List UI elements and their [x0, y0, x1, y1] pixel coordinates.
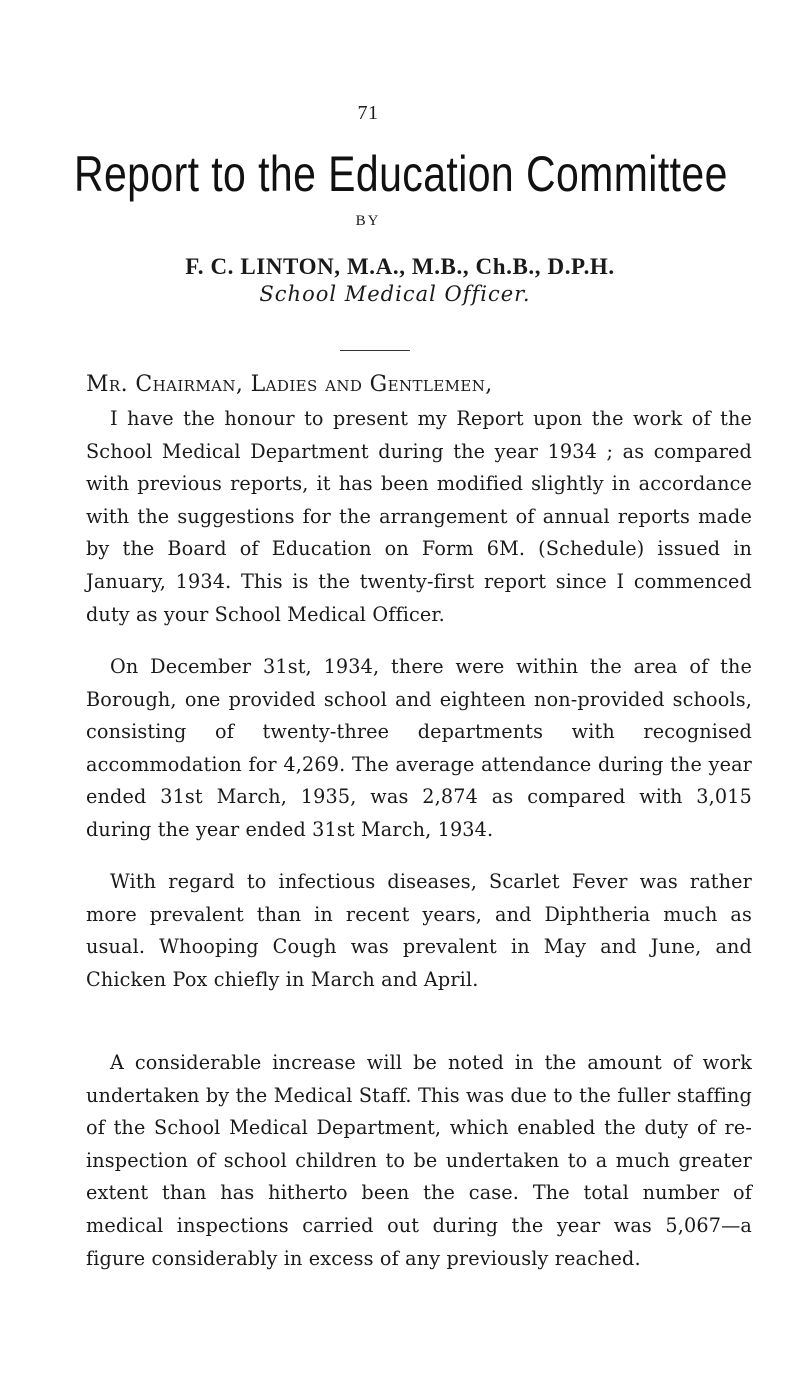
paragraph-medical-inspections: A considerable increase will be noted in the amount of work undertaken by the Medical Staff. This was due to the fuller staffing of the School Medical Department, which enabled the duty of re-inspection of school children to be undertaken to a much greater extent than has hitherto been the case. The total number of medical inspections carried out during the year was 5,067—a figure considerably in excess of any previously reached.	[86, 1051, 752, 1270]
paragraph-report-intro: I have the honour to present my Report upon the work of the School Medical Department during the year 1934 ; as compared with previous reports, it has been modified slightly in accordance with the suggestions for the arrangement of annual reports made by the Board of Education on Form 6M. (Schedule) issued in January, 1934. This is the twenty-first report since I commenced duty as your School Medical Officer.	[86, 407, 752, 626]
paragraph-schools: On December 31st, 1934, there were within the area of the Borough, one provided school and eighteen non-provided schools, consisting of twenty-three departments with recognised accommodation for 4,269. The average attendance during the year ended 31st March, 1935, was 2,874 as compared with 3,015 during the year ended 31st March, 1934.	[86, 655, 752, 841]
paragraph-infectious-diseases: With regard to infectious diseases, Scarlet Fever was rather more prevalent than in recent years, and Diphtheria much as usual. Whooping Cough was prevalent in May and June, and Chicken Pox chiefly in March and April.	[86, 870, 752, 991]
by-label: BY	[355, 213, 381, 229]
author-name: F. C. LINTON, M.A., M.B., Ch.B., D.P.H.	[185, 254, 615, 279]
report-title: Report to the Education Committee	[73, 146, 728, 202]
salutation: Mr. Chairman, Ladies and Gentlemen,	[86, 372, 493, 397]
page-number: 71	[357, 102, 379, 124]
section-divider	[340, 350, 410, 351]
author-role: School Medical Officer.	[259, 282, 531, 306]
